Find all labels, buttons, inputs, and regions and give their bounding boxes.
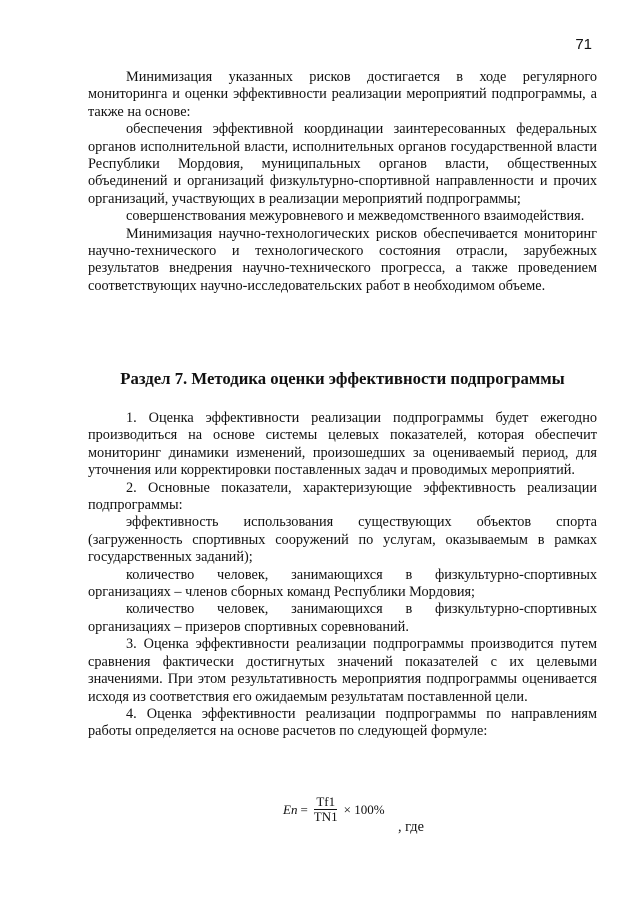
formula-fraction [312,795,340,824]
page-number: 71 [575,36,592,53]
section-title: Раздел 7. Методика оценки эффективности подпрограммы [120,369,565,388]
formula-denominator: TN1 [313,809,338,824]
formula-multiplier: × 100% [343,801,385,817]
section-7-body [88,410,597,741]
paragraph-item-2: 2. Основные показатели, характеризующие эффективность реализации подпрограммы: [88,479,597,514]
formula-where: , где [398,819,424,835]
paragraph-indicator-usage: эффективность использования существующих объектов спорта (загруженность спортивных сооружений по услугам, оказываемым в рамках государственных заданий); [88,514,597,566]
paragraph-risk-minimization: Минимизация указанных рисков достигается в ходе регулярного мониторинга и оценки эффективности реализации мероприятий подпрограммы, а также на основе: [88,69,597,120]
intro-text-block [88,69,597,295]
paragraph-indicator-team-members: количество человек, занимающихся в физкультурно-спортивных организациях – членов сборных команд Республики Мордовия; [88,566,597,601]
paragraph-coordination: обеспечения эффективной координации заинтересованных федеральных органов исполнительной власти, исполнительных органов государственной власти Республики Мордовия, муниципальных органов власти, общественных объединений и организаций физкультурно-спортивной направленности и прочих организаций, участвующих в реализации мероприятий подпрограммы; [88,121,597,207]
formula-numerator: Tf1 [316,794,336,809]
paragraph-item-3: 3. Оценка эффективности реализации подпрограммы производится путем сравнения фактически достигнутых значений показателей с их целевыми значениями. При этом результативность мероприятия подпрограммы оценивается исходя из соответствия его ожидаемым результатам поставленной цели. [88,636,597,705]
formula-equals: = [300,801,308,817]
formula-lhs: En [283,801,298,817]
paragraph-indicator-prize-winners: количество человек, занимающихся в физкультурно-спортивных организациях – призеров спортивных соревнований. [88,601,597,635]
paragraph-interaction: совершенствования межуровневого и межведомственного взаимодействия. [126,208,585,225]
paragraph-item-4: 4. Оценка эффективности реализации подпрограммы по направлениям работы определяется на основе расчетов по следующей формуле: [88,705,597,740]
efficiency-formula [283,795,385,824]
paragraph-tech-risks: Минимизация научно-технологических рисков обеспечивается мониторинг научно-технического и технологического состояния отрасли, зарубежных результатов внедрения научно-технического прогресса, а также проведением соответствующих научно-исследовательских работ в необходимом объеме. [88,225,597,294]
paragraph-item-1: 1. Оценка эффективности реализации подпрограммы будет ежегодно производиться на основе системы целевых показателей, которая обеспечит мониторинг динамики изменений, произошедших за оцениваемый период, для уточнения или корректировки поставленных задач и проводимых мероприятий. [88,410,597,479]
